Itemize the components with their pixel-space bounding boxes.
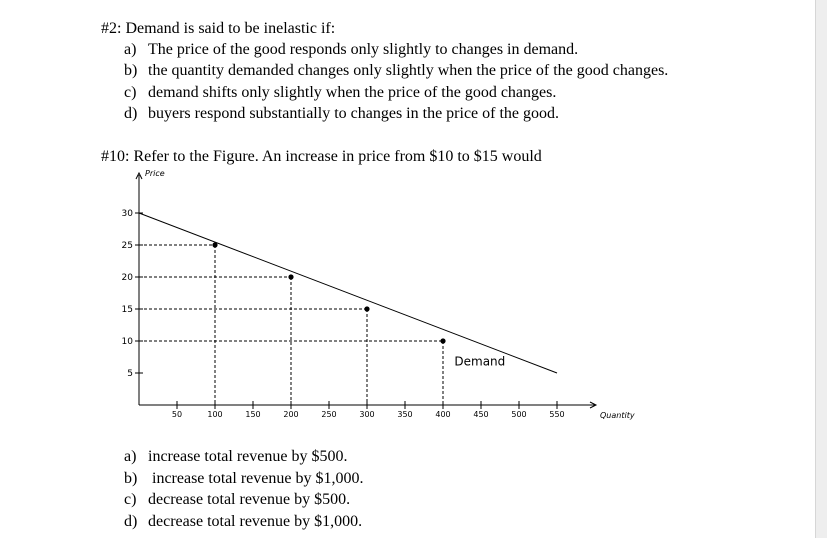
- x-tick-label: 200: [283, 410, 299, 419]
- y-tick-label: 5: [127, 369, 133, 379]
- q10-option-c: [124, 489, 350, 510]
- x-axis-title: Quantity: [600, 411, 635, 420]
- option-letter: d): [124, 513, 138, 530]
- q2-option-a: [124, 39, 578, 60]
- question-10-stem: #10: Refer to the Figure. An increase in price from $10 to $15 would: [101, 148, 542, 165]
- x-tick-label: 450: [473, 410, 489, 419]
- data-point: [288, 274, 293, 279]
- option-text: increase total revenue by $1,000.: [152, 470, 364, 487]
- x-tick-label: 550: [549, 410, 565, 419]
- q10-option-d: [124, 511, 362, 532]
- option-letter: c): [124, 491, 137, 508]
- y-axis-title: Price: [145, 169, 165, 178]
- option-letter: a): [124, 448, 137, 465]
- y-tick-label: 20: [121, 273, 133, 283]
- demand-chart: [110, 165, 635, 425]
- option-letter: b): [124, 470, 138, 487]
- demand-line: [139, 213, 557, 373]
- q10-option-a: [124, 446, 347, 467]
- q2-option-d: [124, 103, 559, 124]
- option-text: decrease total revenue by $1,000.: [148, 513, 363, 530]
- option-letter: b): [124, 62, 138, 79]
- y-tick-label: 30: [121, 209, 133, 219]
- x-tick-label: 300: [359, 410, 375, 419]
- option-text: increase total revenue by $500.: [148, 448, 348, 465]
- y-tick-label: 10: [121, 337, 133, 347]
- y-tick-label: 15: [121, 305, 133, 315]
- q2-option-c: [124, 82, 556, 103]
- data-point: [364, 306, 369, 311]
- option-text: the quantity demanded changes only slightly when the price of the good changes.: [148, 62, 669, 79]
- data-point: [212, 242, 217, 247]
- q2-option-b: [124, 60, 668, 81]
- x-tick-label: 350: [397, 410, 413, 419]
- option-text: decrease total revenue by $500.: [148, 491, 351, 508]
- scrollbar[interactable]: [815, 0, 827, 538]
- x-tick-label: 50: [171, 410, 183, 419]
- option-letter: c): [124, 84, 137, 101]
- option-letter: a): [124, 41, 137, 58]
- x-tick-label: 400: [435, 410, 451, 419]
- x-tick-label: 100: [207, 410, 223, 419]
- q10-option-b: [124, 468, 363, 489]
- question-2-stem: #2: Demand is said to be inelastic if:: [101, 20, 336, 37]
- option-text: demand shifts only slightly when the price of the good changes.: [148, 84, 557, 101]
- y-tick-label: 25: [121, 241, 133, 251]
- x-tick-label: 250: [321, 410, 337, 419]
- option-text: buyers respond substantially to changes in the price of the good.: [148, 105, 560, 122]
- data-point: [440, 338, 445, 343]
- demand-label: Demand: [454, 354, 506, 369]
- x-tick-label: 500: [511, 410, 527, 419]
- option-letter: d): [124, 105, 138, 122]
- option-text: The price of the good responds only slightly to changes in demand.: [148, 41, 579, 58]
- x-tick-label: 150: [245, 410, 261, 419]
